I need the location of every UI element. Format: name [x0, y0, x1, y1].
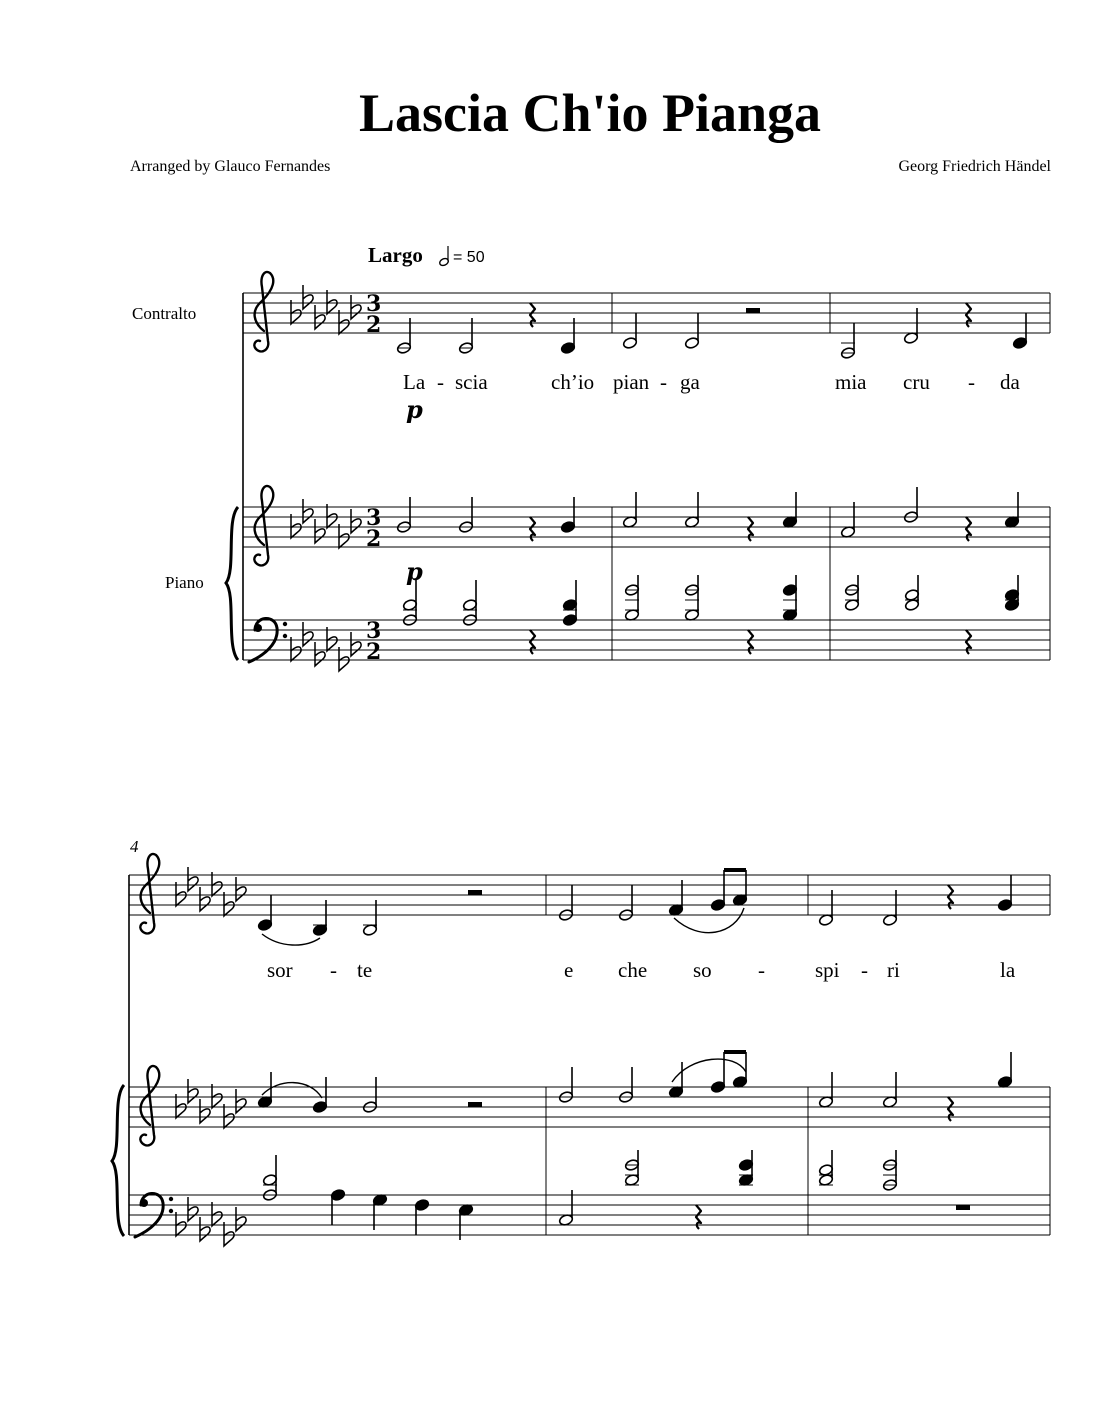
- lyric-syllable: ri: [887, 958, 900, 982]
- piano-rh-notes-system-1: [396, 487, 1019, 541]
- instrument-label-piano: Piano: [165, 573, 204, 592]
- lyric-syllable: da: [1000, 370, 1020, 394]
- instrument-label-voice: Contralto: [132, 304, 197, 323]
- score-title: Lascia Ch'io Pianga: [358, 83, 822, 143]
- key-signature-voice: [176, 867, 246, 916]
- system-1: [132, 243, 1050, 671]
- piano-bass-staff: [243, 507, 1050, 660]
- key-signature-piano-bass: [291, 622, 361, 671]
- lyric-syllable: che: [618, 958, 648, 982]
- lyric-syllable: cru: [903, 370, 930, 394]
- measure-number: 4: [130, 837, 139, 856]
- time-signature: [366, 291, 381, 665]
- treble-clef-icon: [140, 1066, 159, 1145]
- lyric-syllable: ga: [680, 370, 700, 394]
- key-signature-piano-treble: [291, 499, 361, 548]
- dynamic-piano: p: [406, 557, 423, 586]
- lyric-hyphen: -: [861, 958, 868, 982]
- svg-text:2: 2: [366, 312, 382, 338]
- svg-text:3: 3: [366, 618, 382, 644]
- lyric-hyphen: -: [758, 958, 765, 982]
- piano-brace: [112, 1085, 124, 1236]
- metronome-value: = 50: [453, 249, 485, 266]
- voice-notes-system-1: [396, 303, 1027, 359]
- piano-brace: [226, 507, 238, 660]
- lyric-syllable: sor: [267, 958, 293, 982]
- lyrics-system-1: [403, 370, 1021, 394]
- voice-staff: [243, 293, 1050, 333]
- arranger-credit: Arranged by Glauco Fernandes: [130, 158, 331, 175]
- lyric-syllable: la: [1000, 958, 1016, 982]
- treble-clef-icon: [254, 272, 273, 351]
- piano-treble-staff: [243, 507, 1050, 547]
- dynamic-voice: p: [406, 395, 423, 424]
- lyric-syllable: so: [693, 958, 712, 982]
- lyric-syllable: scia: [455, 370, 488, 394]
- lyric-syllable: La: [403, 370, 426, 394]
- svg-text:3: 3: [366, 505, 382, 531]
- lyric-syllable: ch’io: [551, 370, 595, 394]
- piano-treble-staff: [129, 1087, 1050, 1127]
- key-signature-voice: [291, 285, 361, 334]
- metronome-note-icon: [439, 246, 450, 267]
- lyric-hyphen: -: [330, 958, 337, 982]
- voice-staff: [129, 875, 1050, 915]
- svg-text:3: 3: [366, 291, 382, 317]
- lyric-hyphen: -: [437, 370, 444, 394]
- lyric-syllable: mia: [835, 370, 867, 394]
- lyric-syllable: e: [564, 958, 574, 982]
- lyric-syllable: spi: [815, 958, 840, 982]
- treble-clef-icon: [140, 854, 159, 933]
- tempo-marking: Largo: [368, 243, 423, 267]
- key-signature-piano-treble: [176, 1079, 246, 1128]
- voice-notes-system-2: [257, 870, 1012, 945]
- treble-clef-icon: [254, 486, 273, 565]
- lyric-hyphen: -: [968, 370, 975, 394]
- piano-bass-staff: [129, 1087, 1050, 1235]
- lyric-syllable: te: [357, 958, 373, 982]
- piano-lh-notes-system-1: [402, 575, 1019, 654]
- lyrics-system-2: [267, 958, 1016, 982]
- key-signature-piano-bass: [176, 1197, 246, 1246]
- lyric-hyphen: -: [660, 370, 667, 394]
- svg-text:2: 2: [366, 639, 382, 665]
- lyric-syllable: pian: [613, 370, 650, 394]
- system-2: [112, 837, 1050, 1246]
- svg-text:2: 2: [366, 526, 382, 552]
- composer-credit: Georg Friedrich Händel: [898, 158, 1051, 175]
